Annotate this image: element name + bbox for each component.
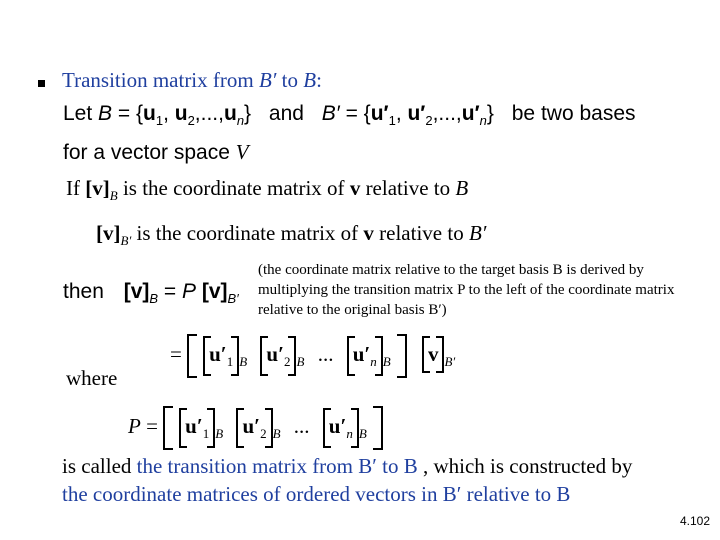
note-text: (the coordinate matrix relative to the target basis B is derived by multiplying the transition matrix P to the left of the coordinate matrix relative to the original basis B′) xyxy=(258,262,675,318)
slide-title: Transition matrix from B′ to B: xyxy=(62,68,322,92)
if-line: If $[v]_B$ is the coordinate matrix of v relative to B xyxy=(66,176,469,203)
vBprime-line: $[v]_{B'}$ is the coordinate matrix of v relative to B′ xyxy=(96,221,487,248)
expansion-equation: = $u'_1$ $_B$ $u'_2$ $_B$ ... $u'_n$ $_B$ v $_{B'}$ xyxy=(170,338,455,374)
bullet-marker xyxy=(38,80,45,87)
vector-space-line: for a vector space V xyxy=(63,140,249,164)
then-equation: then $[v]_B = P$ $[v]_{B'}$ xyxy=(63,280,239,306)
P-definition: $P = u'_1$ $_B$ $u'_2$ $_B$ ... $u'_n$ $_B$ xyxy=(128,410,383,446)
where-label: where xyxy=(66,366,118,390)
let-bases-line: Let $B = \{u_1$, $u_2,...,u_n$} and $B' = \{u'_1$, $u'_2,...,u'_n$} be two bases xyxy=(63,102,636,128)
closing-text: is called the transition matrix from B′ to B , which is constructed by the coordinate matrices of ordered vectors in B′ relative to B xyxy=(62,454,633,506)
page-number: 4.102 xyxy=(679,514,710,528)
